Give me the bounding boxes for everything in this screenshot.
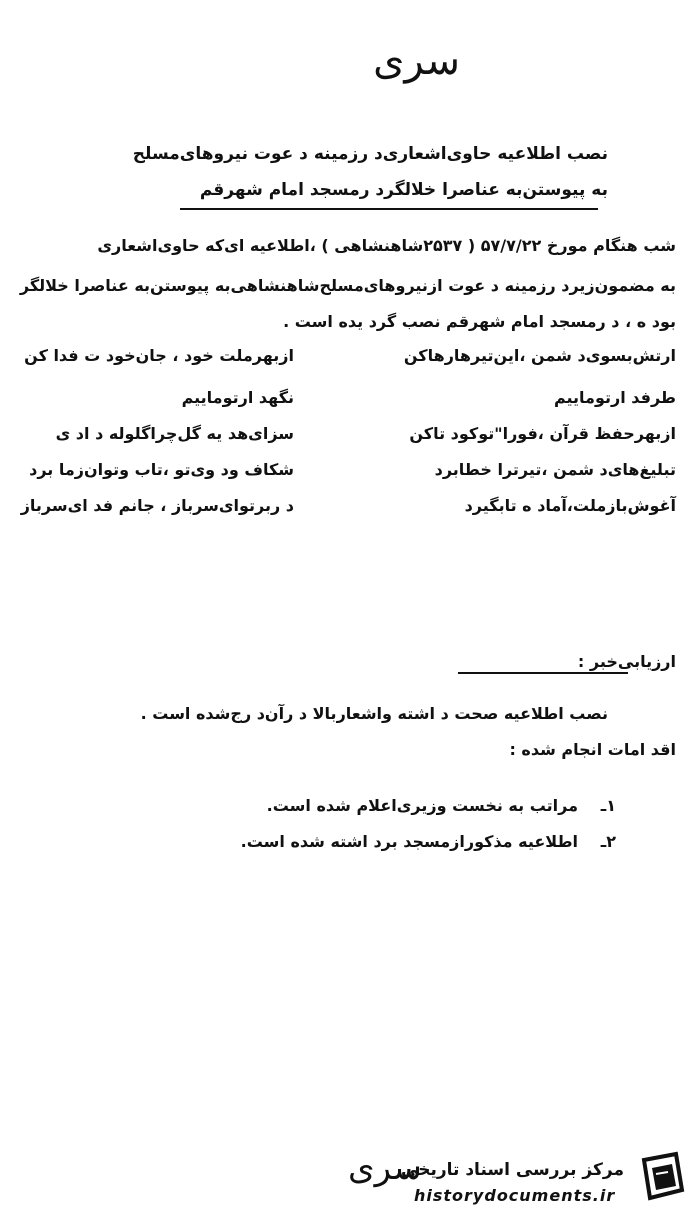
verse-1-right: ارتش‌بسوی‌د شمن ،این‌تیرهارهاکن (403, 346, 676, 365)
verse-3-right: ازبهرحفظ قرآن ،فورا"توکود تاکن (409, 424, 676, 443)
verse-3-left: سزای‌هد یه گل‌چراگلوله د اد ی (55, 424, 294, 443)
verse-5-left: د ربرتوای‌سرباز ، جانم فد ای‌سرباز (20, 496, 294, 515)
verse-5-right: آغوش‌بازملت،آماد ه تابگیرد (464, 496, 676, 515)
intro-line-3: بود ه ، د رمسجد امام شهرقم نصب گرد یده است . (283, 312, 676, 331)
verse-2-left: نگهد ارتوماییم (181, 388, 294, 407)
evaluation-heading: ارزیابی‌خبر : (577, 652, 676, 671)
action-2-number: ۲ـ (600, 832, 616, 851)
classification-footer: سری (348, 1148, 422, 1188)
intro-line-1: شب هنگام مورخ ۵۷/۷/۲۲ ( ۲۵۳۷شاهنشاهی ) ،اطلاعیه ای‌که حاوی‌اشعاری (97, 236, 676, 255)
evaluation-underline (458, 672, 628, 674)
action-1-text: مراتب به نخست وزیری‌اعلام شده است. (266, 796, 578, 815)
archive-emblem-icon (636, 1150, 688, 1202)
classification-header: سری (373, 38, 460, 84)
action-2-text: اطلاعیه مذکوراز‌مسجد برد اشته شده است. (240, 832, 578, 851)
archive-logo-text: مرکز بررسی اسناد تاریخی (401, 1160, 624, 1180)
evaluation-text: نصب اطلاعیه صحت د اشته واشعاربالا د رآن‌د رج‌شده است . (140, 704, 608, 723)
verse-4-left: شکاف ود وی‌تو ،تاب وتوان‌زما برد (29, 460, 294, 479)
verse-1-left: ازبهرملت خود ، جان‌خود ت فدا کن (24, 346, 294, 365)
intro-line-2: به مضمون‌زیرد رزمینه د عوت ازنیروهای‌مسلح‌شاهنشاهی‌به پیوستن‌به عناصرا خلالگر (19, 276, 676, 295)
title-underline (180, 208, 598, 210)
verse-2-right: طرفد ارتوماییم (553, 388, 676, 407)
verse-4-right: تبلیغ‌های‌د شمن ،تیرترا خطابرد (434, 460, 676, 479)
archive-website: historydocuments.ir (414, 1186, 616, 1205)
action-1-number: ۱ـ (600, 796, 616, 815)
title-line-2: به پیوستن‌به عناصرا خلالگرد رمسجد امام شهرقم (199, 180, 608, 200)
actions-heading: اقد امات انجام شده : (509, 740, 676, 759)
title-line-1: نصب اطلاعیه حاوی‌اشعاری‌د رزمینه د عوت نیروهای‌مسلح (132, 144, 608, 164)
